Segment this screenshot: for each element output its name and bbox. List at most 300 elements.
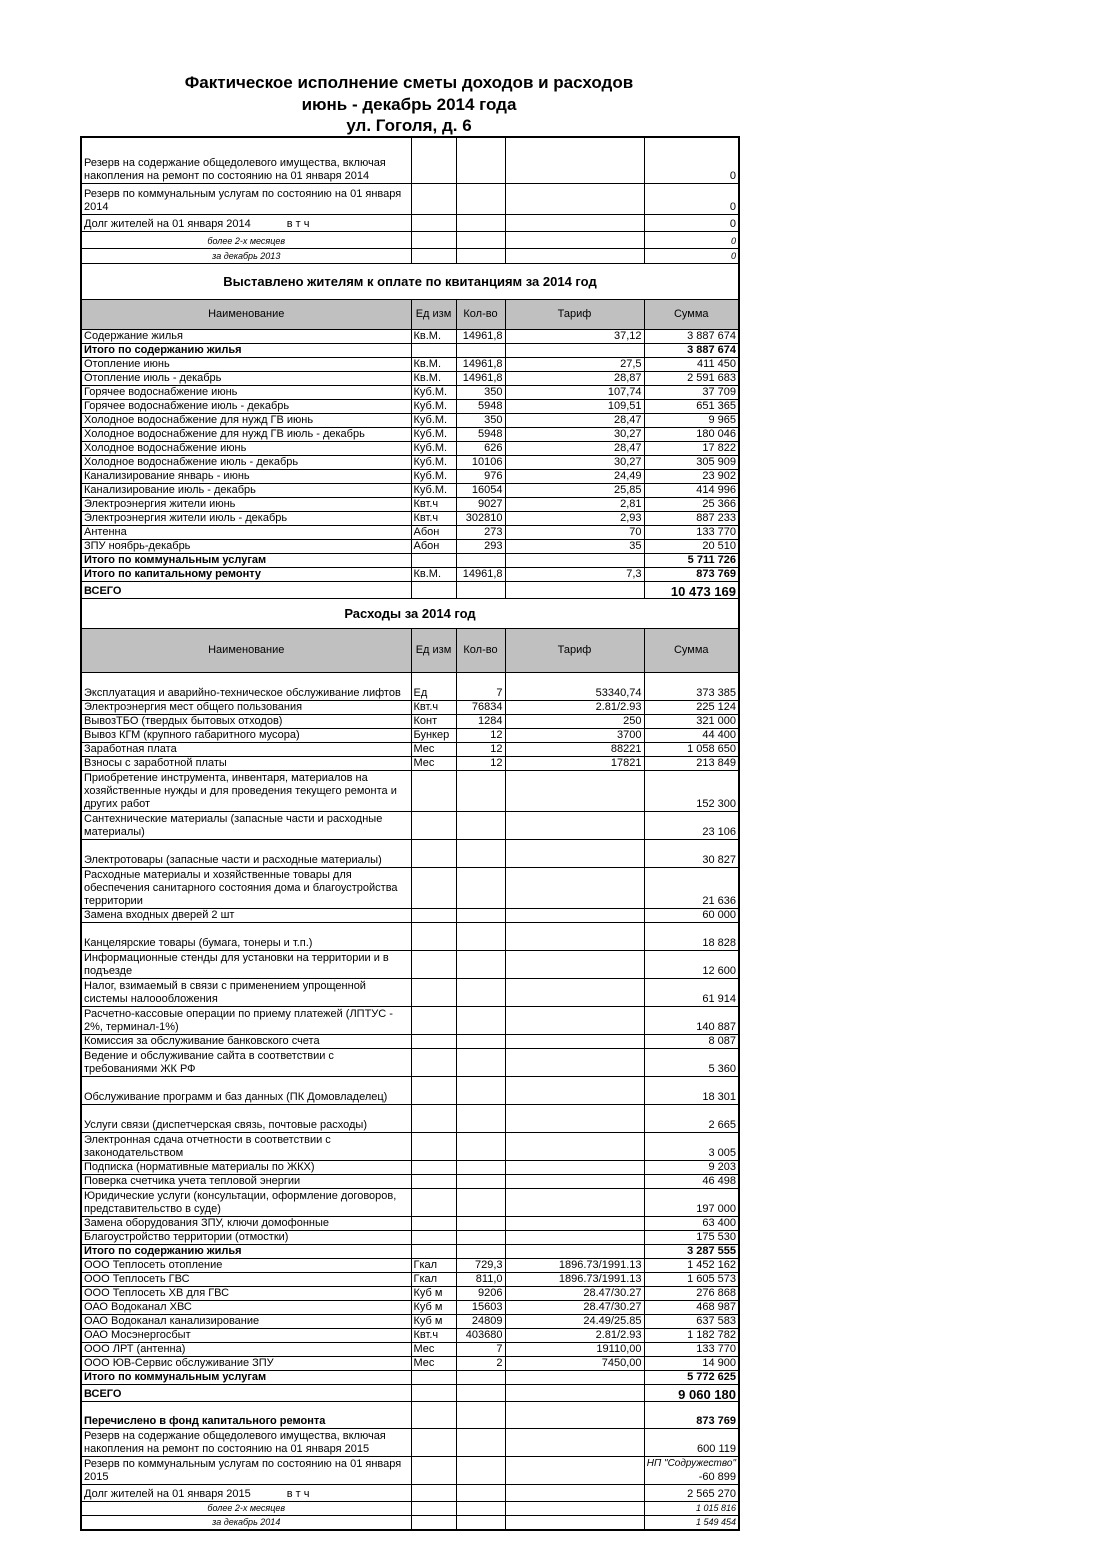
row-qty <box>456 1515 505 1530</box>
row-qty <box>456 908 505 922</box>
row-label: Итого по коммунальным услугам <box>81 1370 411 1384</box>
row-qty <box>456 343 505 357</box>
row-label: Резерв на содержание общедолевого имущества, включая накопления на ремонт по состоянию на 01 января 2015 <box>81 1428 411 1456</box>
row-unit <box>411 1076 456 1104</box>
row-label: ОАО Водоканал ХВС <box>81 1300 411 1314</box>
row-tariff: 250 <box>505 714 644 728</box>
row-sum: 17 822 <box>644 441 739 455</box>
table-row <box>81 770 739 811</box>
row-tariff: 2.81/2.93 <box>505 700 644 714</box>
row-sum: 21 636 <box>644 867 739 908</box>
col-header-qty: Кол-во <box>456 628 505 672</box>
row-tariff: 28,47 <box>505 413 644 427</box>
row-unit <box>411 978 456 1006</box>
row-label: Электронная сдача отчетности в соответствии с законодательством <box>81 1132 411 1160</box>
row-label: Антенна <box>81 525 411 539</box>
table-row <box>81 385 739 399</box>
income-section <box>81 263 739 299</box>
row-unit <box>411 137 456 183</box>
row-tariff: 88221 <box>505 742 644 756</box>
row-sum: 14 900 <box>644 1356 739 1370</box>
table-row <box>81 1401 739 1428</box>
table-row <box>81 1314 739 1328</box>
row-sum: 133 770 <box>644 1342 739 1356</box>
row-sum: 305 909 <box>644 455 739 469</box>
col-header-name: Наименование <box>81 628 411 672</box>
row-label: Итого по содержанию жилья <box>81 1244 411 1258</box>
row-qty: 1284 <box>456 714 505 728</box>
row-tariff <box>505 231 644 248</box>
row-qty: 14961,8 <box>456 567 505 581</box>
row-sum: 3 887 674 <box>644 329 739 343</box>
row-label: Резерв по коммунальным услугам по состоянию на 01 января 2015 <box>81 1456 411 1484</box>
row-unit <box>411 1006 456 1034</box>
row-tariff: 28,87 <box>505 371 644 385</box>
table-row <box>81 469 739 483</box>
row-tariff <box>505 1132 644 1160</box>
row-qty: 5948 <box>456 427 505 441</box>
row-label-text: Долг жителей на 01 января 2014 <box>84 217 251 230</box>
col-header-unit: Ед изм <box>411 628 456 672</box>
table-row <box>81 567 739 581</box>
row-tariff: 2,81 <box>505 497 644 511</box>
row-label: Резерв по коммунальным услугам по состоянию на 01 января 2014 <box>81 183 411 214</box>
table-row <box>81 357 739 371</box>
row-sum: 30 827 <box>644 839 739 867</box>
row-sum: 8 087 <box>644 1034 739 1048</box>
row-unit: Гкал <box>411 1272 456 1286</box>
col-header-name: Наименование <box>81 299 411 329</box>
row-label: Содержание жилья <box>81 329 411 343</box>
table-row <box>81 1384 739 1401</box>
row-qty <box>456 231 505 248</box>
row-qty: 15603 <box>456 1300 505 1314</box>
row-qty <box>456 1456 505 1484</box>
row-unit <box>411 867 456 908</box>
row-label: Канцелярские товары (бумага, тонеры и т.п.) <box>81 922 411 950</box>
row-qty <box>456 1132 505 1160</box>
income-section-title: Выставлено жителям к оплате по квитанциям за 2014 год <box>81 263 739 299</box>
row-sum: 1 015 816 <box>644 1501 739 1515</box>
row-unit: Куб м <box>411 1314 456 1328</box>
row-label: Электроэнергия мест общего пользования <box>81 700 411 714</box>
row-tariff: 28.47/30.27 <box>505 1300 644 1314</box>
table-row <box>81 756 739 770</box>
row-sum: 637 583 <box>644 1314 739 1328</box>
row-unit <box>411 1501 456 1515</box>
row-tariff <box>505 1104 644 1132</box>
row-sum: 2 565 270 <box>644 1484 739 1501</box>
row-sum: 468 987 <box>644 1300 739 1314</box>
expense-section-title: Расходы за 2014 год <box>81 598 739 628</box>
row-unit <box>411 1188 456 1216</box>
row-unit: Куб.М. <box>411 385 456 399</box>
row-qty <box>456 1174 505 1188</box>
row-sum: 873 769 <box>644 567 739 581</box>
row-label: Ведение и обслуживание сайта в соответствии с требованиями ЖК РФ <box>81 1048 411 1076</box>
table-row <box>81 1428 739 1456</box>
row-sum: 133 770 <box>644 525 739 539</box>
row-label: Перечислено в фонд капитального ремонта <box>81 1401 411 1428</box>
table-row <box>81 248 739 263</box>
row-tariff <box>505 950 644 978</box>
row-sum: 152 300 <box>644 770 739 811</box>
row-sum: 276 868 <box>644 1286 739 1300</box>
row-qty <box>456 248 505 263</box>
row-unit <box>411 1484 456 1501</box>
row-sum: 3 287 555 <box>644 1244 739 1258</box>
budget-table <box>80 136 740 1531</box>
row-qty <box>456 978 505 1006</box>
row-qty <box>456 1230 505 1244</box>
row-label: Итого по содержанию жилья <box>81 343 411 357</box>
table-row <box>81 441 739 455</box>
row-qty <box>456 1244 505 1258</box>
table-row <box>81 1286 739 1300</box>
table-row <box>81 483 739 497</box>
row-unit: Абон <box>411 525 456 539</box>
table-row <box>81 137 739 183</box>
row-tariff: 3700 <box>505 728 644 742</box>
row-unit: Куб.М. <box>411 469 456 483</box>
row-qty: 7 <box>456 672 505 700</box>
row-qty: 729,3 <box>456 1258 505 1272</box>
row-sum: 12 600 <box>644 950 739 978</box>
table-row <box>81 950 739 978</box>
row-tariff <box>505 214 644 231</box>
row-tariff: 28,47 <box>505 441 644 455</box>
row-sum: 1 452 162 <box>644 1258 739 1272</box>
row-sum: 5 711 726 <box>644 553 739 567</box>
row-tariff: 70 <box>505 525 644 539</box>
row-label-text: Долг жителей на 01 января 2015 <box>84 1487 251 1500</box>
row-unit: Квт.ч <box>411 511 456 525</box>
table-row <box>81 978 739 1006</box>
row-sum: 0 <box>644 183 739 214</box>
row-sum: 1 605 573 <box>644 1272 739 1286</box>
row-qty: 350 <box>456 385 505 399</box>
row-label: Канализирование январь - июнь <box>81 469 411 483</box>
row-label: ООО Теплосеть отопление <box>81 1258 411 1272</box>
row-sum: 61 914 <box>644 978 739 1006</box>
row-sum: 225 124 <box>644 700 739 714</box>
row-tariff: 27,5 <box>505 357 644 371</box>
row-tariff <box>505 1244 644 1258</box>
row-tariff <box>505 1160 644 1174</box>
col-header-qty: Кол-во <box>456 299 505 329</box>
income-header-row <box>81 299 739 329</box>
row-qty <box>456 183 505 214</box>
table-row <box>81 867 739 908</box>
row-tariff: 24.49/25.85 <box>505 1314 644 1328</box>
table-row <box>81 455 739 469</box>
row-tariff: 19110,00 <box>505 1342 644 1356</box>
row-unit: Гкал <box>411 1258 456 1272</box>
row-qty <box>456 1216 505 1230</box>
title-line-2: июнь - декабрь 2014 года <box>301 95 517 114</box>
row-unit <box>411 839 456 867</box>
table-row <box>81 714 739 728</box>
row-label: более 2-х месяцев <box>81 231 411 248</box>
row-label: Холодное водоснабжение для нужд ГВ июль - декабрь <box>81 427 411 441</box>
row-qty <box>456 922 505 950</box>
row-sum: 2 665 <box>644 1104 739 1132</box>
row-label: Заработная плата <box>81 742 411 756</box>
table-row <box>81 329 739 343</box>
row-qty: 293 <box>456 539 505 553</box>
row-sum: 213 849 <box>644 756 739 770</box>
table-row <box>81 1272 739 1286</box>
row-qty <box>456 137 505 183</box>
row-tariff: 28.47/30.27 <box>505 1286 644 1300</box>
row-label: Итого по коммунальным услугам <box>81 553 411 567</box>
row-sum: 0 <box>644 214 739 231</box>
row-tariff: 109,51 <box>505 399 644 413</box>
row-qty: 14961,8 <box>456 329 505 343</box>
row-tariff: 30,27 <box>505 427 644 441</box>
row-label: за декабрь 2014 <box>81 1515 411 1530</box>
row-label: Замена входных дверей 2 шт <box>81 908 411 922</box>
row-tariff <box>505 1428 644 1456</box>
row-sum: 18 828 <box>644 922 739 950</box>
row-tariff <box>505 811 644 839</box>
row-label: ЗПУ ноябрь-декабрь <box>81 539 411 553</box>
row-unit: Куб.М. <box>411 441 456 455</box>
row-tariff: 1896.73/1991.13 <box>505 1272 644 1286</box>
row-unit <box>411 908 456 922</box>
row-qty: 811,0 <box>456 1272 505 1286</box>
row-qty: 273 <box>456 525 505 539</box>
row-sum: -60 899 <box>644 1456 739 1484</box>
row-sum: 873 769 <box>644 1401 739 1428</box>
organization-footer: НП "Содружество" <box>646 1458 736 1469</box>
row-label: Юридические услуги (консультации, оформление договоров, представительство в суде) <box>81 1188 411 1216</box>
row-sum: 1 182 782 <box>644 1328 739 1342</box>
table-row <box>81 742 739 756</box>
table-row <box>81 497 739 511</box>
row-label: Электротовары (запасные части и расходные материалы) <box>81 839 411 867</box>
row-label: Приобретение инструмента, инвентаря, материалов на хозяйственные нужды и для проведения текущего ремонта и других работ <box>81 770 411 811</box>
row-unit: Квт.ч <box>411 497 456 511</box>
row-unit: Абон <box>411 539 456 553</box>
table-row <box>81 922 739 950</box>
row-sum: 1 549 454 <box>644 1515 739 1530</box>
row-label: Замена оборудования ЗПУ, ключи домофонные <box>81 1216 411 1230</box>
table-row <box>81 1160 739 1174</box>
row-label: за декабрь 2013 <box>81 248 411 263</box>
row-qty: 14961,8 <box>456 371 505 385</box>
row-unit <box>411 1174 456 1188</box>
table-row <box>81 1132 739 1160</box>
row-unit <box>411 1216 456 1230</box>
row-label: Горячее водоснабжение июнь <box>81 385 411 399</box>
row-qty: 14961,8 <box>456 357 505 371</box>
row-tariff <box>505 839 644 867</box>
table-row <box>81 728 739 742</box>
row-qty <box>456 1048 505 1076</box>
row-qty <box>456 839 505 867</box>
row-label: ВывозТБО (твердых бытовых отходов) <box>81 714 411 728</box>
row-unit: Кв.М. <box>411 371 456 385</box>
row-unit: Кв.М. <box>411 329 456 343</box>
table-row <box>81 1174 739 1188</box>
row-label: Информационные стенды для установки на территории и в подъезде <box>81 950 411 978</box>
row-label: ОАО Водоканал канализирование <box>81 1314 411 1328</box>
row-label: Расчетно-кассовые операции по приему платежей (ЛПТУС - 2%, терминал-1%) <box>81 1006 411 1034</box>
row-label: Налог, взимаемый в связи с применением упрощенной системы налоообложения <box>81 978 411 1006</box>
row-qty <box>456 214 505 231</box>
row-tariff <box>505 770 644 811</box>
row-tariff: 2,93 <box>505 511 644 525</box>
row-qty: 16054 <box>456 483 505 497</box>
row-label: Подписка (нормативные материалы по ЖКХ) <box>81 1160 411 1174</box>
table-row <box>81 1034 739 1048</box>
row-tariff <box>505 1230 644 1244</box>
table-row <box>81 1048 739 1076</box>
row-unit <box>411 1034 456 1048</box>
row-label: Взносы с заработной платы <box>81 756 411 770</box>
table-row <box>81 1258 739 1272</box>
row-unit: Кв.М. <box>411 357 456 371</box>
row-label: Электроэнергия жители июнь <box>81 497 411 511</box>
table-row <box>81 399 739 413</box>
row-unit <box>411 183 456 214</box>
row-tariff <box>505 1048 644 1076</box>
row-unit: Кв.М. <box>411 567 456 581</box>
row-qty: 5948 <box>456 399 505 413</box>
row-sum: 63 400 <box>644 1216 739 1230</box>
row-unit <box>411 1515 456 1530</box>
row-tariff <box>505 248 644 263</box>
expense-header-row <box>81 628 739 672</box>
row-qty <box>456 1188 505 1216</box>
row-qty <box>456 770 505 811</box>
row-qty: 24809 <box>456 1314 505 1328</box>
row-unit: Квт.ч <box>411 1328 456 1342</box>
table-row <box>81 1188 739 1216</box>
row-unit <box>411 248 456 263</box>
row-tariff: 37,12 <box>505 329 644 343</box>
table-row <box>81 413 739 427</box>
row-label: Благоустройство территории (отмостки) <box>81 1230 411 1244</box>
row-tariff: 107,74 <box>505 385 644 399</box>
row-tariff <box>505 581 644 598</box>
row-unit <box>411 1230 456 1244</box>
row-label: Электроэнергия жители июль - декабрь <box>81 511 411 525</box>
row-sum: 600 119 <box>644 1428 739 1456</box>
row-unit <box>411 1401 456 1428</box>
table-row <box>81 1515 739 1530</box>
row-tariff <box>505 978 644 1006</box>
row-sum: 3 005 <box>644 1132 739 1160</box>
row-qty: 10106 <box>456 455 505 469</box>
row-label: Эксплуатация и аварийно-техническое обслуживание лифтов <box>81 672 411 700</box>
row-unit: Куб.М. <box>411 399 456 413</box>
table-row <box>81 908 739 922</box>
row-tariff <box>505 1401 644 1428</box>
row-qty <box>456 1076 505 1104</box>
table-row <box>81 1300 739 1314</box>
row-qty <box>456 1384 505 1401</box>
row-sum: 23 106 <box>644 811 739 839</box>
row-label: Обслуживание программ и баз данных (ПК Домовладелец) <box>81 1076 411 1104</box>
row-tariff: 35 <box>505 539 644 553</box>
table-row <box>81 581 739 598</box>
row-sum: 9 965 <box>644 413 739 427</box>
row-label: Вывоз КГМ (крупного габаритного мусора) <box>81 728 411 742</box>
row-label: Расходные материалы и хозяйственные товары для обеспечения санитарного состояния дома и благоустройства территории <box>81 867 411 908</box>
table-row <box>81 1501 739 1515</box>
row-sum: 197 000 <box>644 1188 739 1216</box>
row-unit <box>411 1132 456 1160</box>
row-sum: 3 887 674 <box>644 343 739 357</box>
table-row <box>81 1230 739 1244</box>
row-unit <box>411 231 456 248</box>
row-sum: 373 385 <box>644 672 739 700</box>
row-label: Поверка счетчика учета тепловой энергии <box>81 1174 411 1188</box>
col-header-tariff: Тариф <box>505 299 644 329</box>
row-sum: 411 450 <box>644 357 739 371</box>
row-label: ВСЕГО <box>81 1384 411 1401</box>
row-unit <box>411 1456 456 1484</box>
row-tariff: 25,85 <box>505 483 644 497</box>
row-tariff <box>505 1384 644 1401</box>
row-qty: 302810 <box>456 511 505 525</box>
row-qty <box>456 811 505 839</box>
row-sum: 180 046 <box>644 427 739 441</box>
table-row <box>81 672 739 700</box>
row-unit <box>411 1048 456 1076</box>
table-row <box>81 1006 739 1034</box>
row-unit: Мес <box>411 1356 456 1370</box>
row-tariff <box>505 1216 644 1230</box>
row-qty <box>456 1428 505 1456</box>
row-qty: 403680 <box>456 1328 505 1342</box>
row-unit <box>411 1160 456 1174</box>
row-qty <box>456 1484 505 1501</box>
row-label: Итого по капитальному ремонту <box>81 567 411 581</box>
row-qty: 350 <box>456 413 505 427</box>
row-unit <box>411 581 456 598</box>
row-qty <box>456 1160 505 1174</box>
row-sum: 60 000 <box>644 908 739 922</box>
row-qty: 2 <box>456 1356 505 1370</box>
row-tariff: 53340,74 <box>505 672 644 700</box>
row-unit: Конт <box>411 714 456 728</box>
title-line-1: Фактическое исполнение сметы доходов и расходов <box>184 73 634 92</box>
row-qty: 12 <box>456 728 505 742</box>
row-unit <box>411 1244 456 1258</box>
row-sum: 651 365 <box>644 399 739 413</box>
row-unit: Мес <box>411 1342 456 1356</box>
row-label: Холодное водоснабжение июль - декабрь <box>81 455 411 469</box>
table-row <box>81 343 739 357</box>
row-qty <box>456 1501 505 1515</box>
row-tariff <box>505 183 644 214</box>
row-label: ОАО Мосэнергосбыт <box>81 1328 411 1342</box>
row-unit <box>411 811 456 839</box>
table-row <box>81 539 739 553</box>
row-unit: Куб.М. <box>411 413 456 427</box>
table-row <box>81 525 739 539</box>
table-row <box>81 1342 739 1356</box>
row-tariff <box>505 1188 644 1216</box>
row-sum: 175 530 <box>644 1230 739 1244</box>
row-unit <box>411 922 456 950</box>
row-sum: 414 996 <box>644 483 739 497</box>
row-sum: 25 366 <box>644 497 739 511</box>
row-qty <box>456 1370 505 1384</box>
